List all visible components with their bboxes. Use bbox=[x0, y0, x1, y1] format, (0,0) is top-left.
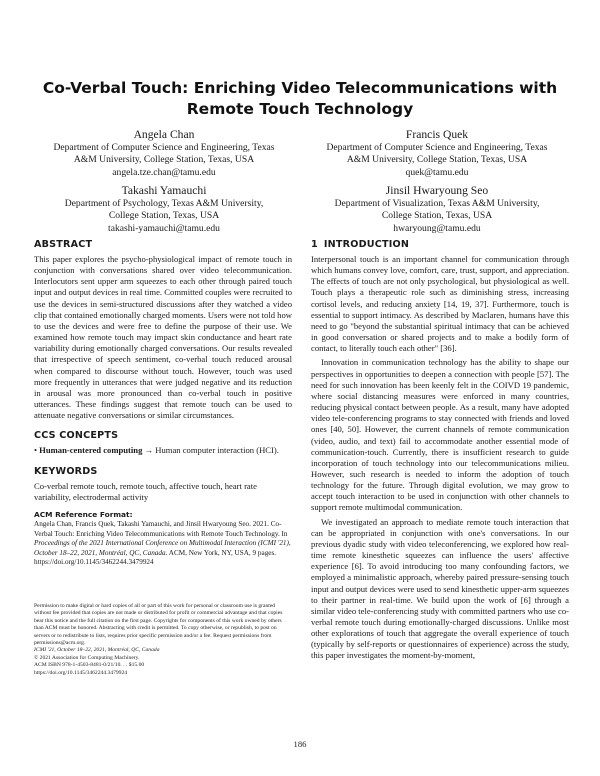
author-affiliation: College Station, Texas, USA bbox=[108, 210, 220, 222]
author-affiliation: Department of Computer Science and Engineering, Texas bbox=[326, 142, 548, 153]
author-block-4 bbox=[306, 183, 568, 235]
abstract-text: This paper explores the psycho-physiological impact of remote touch in conjunction with conversations shared over video telecommunication. Interlocutors sent upper arm squeezes to each other through paired touch input and output devices in real time. Committed couples were recruited to use the devices in semi-structured discussions after they watched a video clip that contained emotionally charged moments. Users were not told how to use the devices and were free to define the purpose of their use. We examined how remote touch may impact skin conductance and heart rate variability during emotionally charged conversations. Our results revealed that irrespective of speech sentiment, co-verbal touch reduced arousal when compared to discourse without touch. However, touch was used more frequently in utterances that were judged negative and its reduction in arousal was more pronounced than co-verbal touch in positive utterances. These findings suggest that remote touch can be used to attenuate negative conversations or similar circumstances. bbox=[34, 254, 292, 421]
author-name: Angela Chan bbox=[133, 128, 195, 141]
reference-text: Angela Chan, Francis Quek, Takashi Yamauchi, and Jinsil Hwaryoung Seo. 2021. Co-Verbal Touch: Enriching Video Telecommunications with Remote Touch Technology. In bbox=[34, 520, 288, 538]
permission-text: Permission to make digital or hard copies of all or part of this work for personal or classroom use is granted without fee provided that copies are not made or distributed for profit or commercial advantage and that copies bear this notice and the full citation on the first page. Copyrights for components of this work owned by others than ACM must be honored. Abstracting with credit is permitted. To copy otherwise, or republish, to post on servers or to redistribute to lists, requires prior specific permission and/or a fee. Request permissions from permissions@acm.org. bbox=[34, 603, 283, 647]
author-affiliation: College Station, Texas, USA bbox=[381, 210, 493, 222]
copyright-line: © 2021 Association for Computing Machinery. bbox=[34, 654, 140, 661]
author-block-1 bbox=[33, 127, 295, 179]
author-email[interactable]: takashi-yamauchi@tamu.edu bbox=[108, 222, 220, 234]
acm-reference-format bbox=[34, 510, 292, 568]
introduction-heading bbox=[311, 238, 569, 251]
doi-link[interactable]: https://doi.org/10.1145/3462244.3479924 bbox=[34, 669, 128, 676]
permission-notice bbox=[34, 603, 292, 677]
arrow-icon: → bbox=[144, 445, 154, 456]
author-affiliation: Department of Visualization, Texas A&M University, bbox=[334, 198, 540, 209]
author-affiliation: A&M University, College Station, Texas, USA bbox=[73, 154, 255, 166]
section-title: INTRODUCTION bbox=[323, 239, 410, 250]
author-name: Francis Quek bbox=[405, 128, 469, 141]
keywords-heading: KEYWORDS bbox=[34, 465, 98, 477]
ccs-heading: CCS CONCEPTS bbox=[34, 430, 119, 442]
reference-heading: ACM Reference Format: bbox=[34, 509, 133, 519]
ccs-concepts bbox=[34, 445, 292, 456]
intro-paragraph-2: Innovation in communication technology has the ability to shape our perspectives in opportunities to deepen a connection with people [57]. The need for such innovation has been keenly felt in the COIVD 19 pandemic, where social distancing measures were enforced in many countries, reducing physical contact between people. As a result, many have adopted video tele-conferencing programs to stay connected with friends and loved ones [40, 50]. However, the current channels of remote communication (video, audio, and text) fail to accommodate another essential mode of communication-touch. Currently, there is insufficient research to guide incorporation of touch technology into our telecommunications milieu. However, such research is needed to inform the adoption of touch technology for the future. Through digital evolution, we may grow to accept touch interaction to be used in conjunction with other channels to support remote multimodal communication. bbox=[311, 357, 569, 513]
ccs-bullet: • bbox=[34, 445, 38, 456]
ccs-subcategory: Human computer interaction (HCI). bbox=[155, 445, 279, 456]
author-email[interactable]: angela.tze.chan@tamu.edu bbox=[112, 166, 216, 178]
author-name: Takashi Yamauchi bbox=[121, 184, 207, 197]
abstract-heading: ABSTRACT bbox=[34, 239, 93, 250]
page-number: 186 bbox=[293, 739, 307, 749]
author-affiliation: Department of Computer Science and Engineering, Texas bbox=[53, 142, 275, 153]
intro-paragraph-3: We investigated an approach to mediate remote touch interaction that can be appropriated in conjunction with one's conversations. In our previous dyadic study with video teleconferencing, we explored how real-time remote kinesthetic squeezes can influence the users' affective experience [6]. To avoid introducing too many confounding factors, we employed a minimalistic approach, whereby paired pressure-sensing touch input and output devices were used to send kinesthetic upper-arm squeezes to their partner in real-time. We build upon the work of [6] through a similar video tele-conferencing study with committed partners who use co-verbal remote touch during emotionally-charged discussions. Unlike most other explorations of touch that aggregate the overall experience of touch (typically by self-reports or questionnaires of experience) across the study, this paper investigates the moment-by-moment, bbox=[311, 516, 569, 661]
author-email[interactable]: quek@tamu.edu bbox=[405, 166, 469, 178]
title-line-1: Co-Verbal Touch: Enriching Video Telecommunications with bbox=[42, 79, 558, 97]
intro-paragraph-1: Interpersonal touch is an important channel for communication through which humans convey love, comfort, care, trust, support, and appreciation. The effects of touch are not only psychological, but physiological as well. Touch plays a therapeutic role such as diminishing stress, increasing cortisol levels, and reducing anxiety [14, 19, 37]. Furthermore, touch is essential to support intimacy. As described by Maclaren, humans have this need to go "beyond the substantial spiritual intimacy that can be achieved in good conversation or shared projects and to make a bodily form of contact, to literally touch each other" [36]. bbox=[311, 254, 569, 354]
title-line-2: Remote Touch Technology bbox=[186, 100, 414, 118]
author-email[interactable]: hwaryoung@tamu.edu bbox=[393, 222, 481, 234]
right-column bbox=[311, 238, 569, 662]
reference-doi[interactable]: ACM, New York, NY, USA, 9 pages. https://doi.org/10.1145/3462244.3479924 bbox=[34, 548, 277, 567]
paper-title bbox=[40, 78, 560, 120]
author-affiliation: A&M University, College Station, Texas, USA bbox=[346, 154, 528, 166]
section-number: 1 bbox=[311, 239, 318, 250]
ccs-category: Human-centered computing bbox=[39, 445, 143, 456]
author-affiliation: Department of Psychology, Texas A&M University, bbox=[64, 198, 264, 209]
left-column bbox=[34, 238, 292, 568]
venue-line: ICMI '21, October 18–22, 2021, Montréal, QC, Canada bbox=[34, 647, 160, 654]
author-block-2 bbox=[306, 127, 568, 179]
author-name: Jinsil Hwaryoung Seo bbox=[385, 184, 489, 197]
isbn-line: ACM ISBN 978-1-4503-8481-0/21/10. . . $15.00 bbox=[34, 662, 145, 669]
author-block-3 bbox=[33, 183, 295, 235]
keywords-text: Co-verbal remote touch, remote touch, affective touch, heart rate variability, electrodermal activity bbox=[34, 480, 257, 502]
reference-proceedings: Proceedings of the 2021 International Conference on Multimodal Interaction (ICMI '21), October 18–22, 2021, Montréal, QC, Canada. bbox=[34, 539, 291, 557]
